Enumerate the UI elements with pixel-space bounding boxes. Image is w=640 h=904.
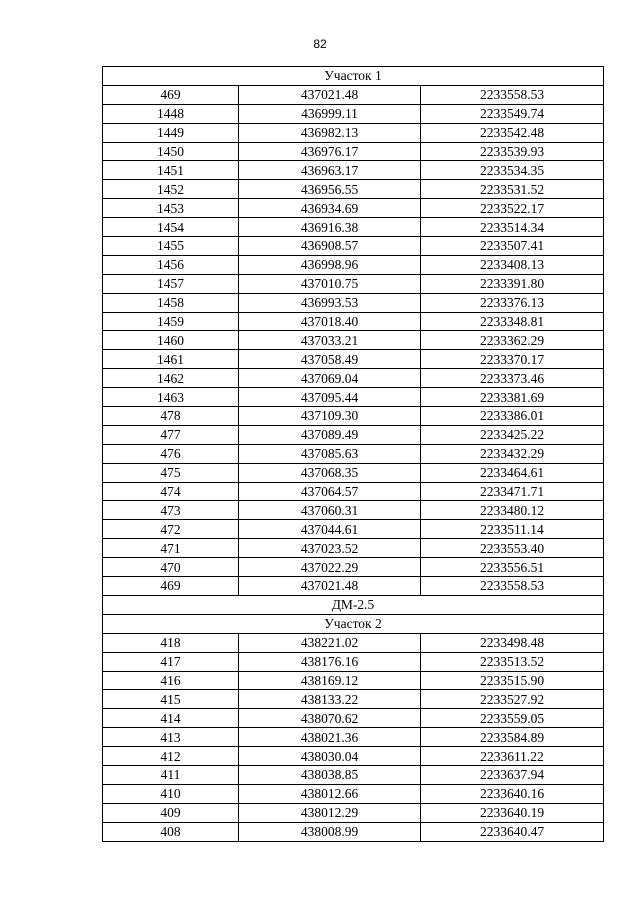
point-number-cell: 1463 — [103, 388, 239, 407]
coordinates-table-body — [103, 67, 604, 842]
table-row — [103, 104, 604, 123]
point-number-cell: 473 — [103, 501, 239, 520]
y-coordinate-cell: 2233558.53 — [421, 577, 604, 596]
point-number-cell: 1456 — [103, 255, 239, 274]
x-coordinate-cell: 438012.66 — [239, 784, 421, 803]
y-coordinate-cell: 2233549.74 — [421, 104, 604, 123]
section-title: Участок 2 — [103, 614, 604, 633]
x-coordinate-cell: 437068.35 — [239, 463, 421, 482]
point-number-cell: 476 — [103, 444, 239, 463]
y-coordinate-cell: 2233370.17 — [421, 350, 604, 369]
x-coordinate-cell: 436934.69 — [239, 199, 421, 218]
table-row — [103, 218, 604, 237]
section-title: Участок 1 — [103, 67, 604, 86]
x-coordinate-cell: 437022.29 — [239, 558, 421, 577]
y-coordinate-cell: 2233376.13 — [421, 293, 604, 312]
table-row — [103, 237, 604, 256]
table-row — [103, 520, 604, 539]
x-coordinate-cell: 436956.55 — [239, 180, 421, 199]
y-coordinate-cell: 2233425.22 — [421, 425, 604, 444]
y-coordinate-cell: 2233432.29 — [421, 444, 604, 463]
y-coordinate-cell: 2233553.40 — [421, 539, 604, 558]
y-coordinate-cell: 2233408.13 — [421, 255, 604, 274]
table-row — [103, 123, 604, 142]
section-title: ДМ-2.5 — [103, 595, 604, 614]
x-coordinate-cell: 437109.30 — [239, 407, 421, 426]
point-number-cell: 413 — [103, 728, 239, 747]
x-coordinate-cell: 437021.48 — [239, 85, 421, 104]
point-number-cell: 1462 — [103, 369, 239, 388]
point-number-cell: 471 — [103, 539, 239, 558]
x-coordinate-cell: 436963.17 — [239, 161, 421, 180]
table-row — [103, 747, 604, 766]
x-coordinate-cell: 436916.38 — [239, 218, 421, 237]
table-row — [103, 652, 604, 671]
point-number-cell: 409 — [103, 803, 239, 822]
y-coordinate-cell: 2233522.17 — [421, 199, 604, 218]
point-number-cell: 477 — [103, 425, 239, 444]
x-coordinate-cell: 437058.49 — [239, 350, 421, 369]
y-coordinate-cell: 2233373.46 — [421, 369, 604, 388]
x-coordinate-cell: 437010.75 — [239, 274, 421, 293]
y-coordinate-cell: 2233531.52 — [421, 180, 604, 199]
x-coordinate-cell: 438221.02 — [239, 633, 421, 652]
x-coordinate-cell: 437018.40 — [239, 312, 421, 331]
y-coordinate-cell: 2233640.19 — [421, 803, 604, 822]
table-row — [103, 633, 604, 652]
point-number-cell: 1454 — [103, 218, 239, 237]
x-coordinate-cell: 437095.44 — [239, 388, 421, 407]
table-row — [103, 369, 604, 388]
x-coordinate-cell: 437060.31 — [239, 501, 421, 520]
x-coordinate-cell: 436993.53 — [239, 293, 421, 312]
table-row — [103, 274, 604, 293]
x-coordinate-cell: 437089.49 — [239, 425, 421, 444]
table-row — [103, 709, 604, 728]
x-coordinate-cell: 437064.57 — [239, 482, 421, 501]
point-number-cell: 1455 — [103, 237, 239, 256]
table-row — [103, 312, 604, 331]
table-row — [103, 501, 604, 520]
y-coordinate-cell: 2233558.53 — [421, 85, 604, 104]
x-coordinate-cell: 438169.12 — [239, 671, 421, 690]
x-coordinate-cell: 437085.63 — [239, 444, 421, 463]
table-row — [103, 558, 604, 577]
table-row — [103, 463, 604, 482]
table-row — [103, 444, 604, 463]
table-row — [103, 255, 604, 274]
x-coordinate-cell: 438176.16 — [239, 652, 421, 671]
point-number-cell: 418 — [103, 633, 239, 652]
y-coordinate-cell: 2233391.80 — [421, 274, 604, 293]
table-row — [103, 482, 604, 501]
point-number-cell: 1461 — [103, 350, 239, 369]
x-coordinate-cell: 437021.48 — [239, 577, 421, 596]
point-number-cell: 469 — [103, 85, 239, 104]
x-coordinate-cell: 438070.62 — [239, 709, 421, 728]
table-row — [103, 331, 604, 350]
x-coordinate-cell: 438012.29 — [239, 803, 421, 822]
point-number-cell: 1449 — [103, 123, 239, 142]
point-number-cell: 1459 — [103, 312, 239, 331]
x-coordinate-cell: 437023.52 — [239, 539, 421, 558]
x-coordinate-cell: 436976.17 — [239, 142, 421, 161]
table-row — [103, 350, 604, 369]
y-coordinate-cell: 2233348.81 — [421, 312, 604, 331]
point-number-cell: 1450 — [103, 142, 239, 161]
point-number-cell: 1451 — [103, 161, 239, 180]
x-coordinate-cell: 436908.57 — [239, 237, 421, 256]
y-coordinate-cell: 2233498.48 — [421, 633, 604, 652]
y-coordinate-cell: 2233381.69 — [421, 388, 604, 407]
y-coordinate-cell: 2233513.52 — [421, 652, 604, 671]
table-row — [103, 539, 604, 558]
y-coordinate-cell: 2233556.51 — [421, 558, 604, 577]
table-row — [103, 425, 604, 444]
table-row — [103, 199, 604, 218]
y-coordinate-cell: 2233637.94 — [421, 765, 604, 784]
x-coordinate-cell: 436982.13 — [239, 123, 421, 142]
y-coordinate-cell: 2233534.35 — [421, 161, 604, 180]
table-row — [103, 822, 604, 841]
y-coordinate-cell: 2233471.71 — [421, 482, 604, 501]
y-coordinate-cell: 2233480.12 — [421, 501, 604, 520]
y-coordinate-cell: 2233515.90 — [421, 671, 604, 690]
point-number-cell: 1453 — [103, 199, 239, 218]
table-row — [103, 577, 604, 596]
y-coordinate-cell: 2233527.92 — [421, 690, 604, 709]
coordinates-table — [102, 66, 604, 842]
point-number-cell: 1452 — [103, 180, 239, 199]
point-number-cell: 1460 — [103, 331, 239, 350]
point-number-cell: 416 — [103, 671, 239, 690]
point-number-cell: 475 — [103, 463, 239, 482]
table-row — [103, 85, 604, 104]
point-number-cell: 1448 — [103, 104, 239, 123]
table-row — [103, 765, 604, 784]
y-coordinate-cell: 2233640.47 — [421, 822, 604, 841]
table-row — [103, 690, 604, 709]
y-coordinate-cell: 2233507.41 — [421, 237, 604, 256]
y-coordinate-cell: 2233640.16 — [421, 784, 604, 803]
point-number-cell: 472 — [103, 520, 239, 539]
x-coordinate-cell: 438133.22 — [239, 690, 421, 709]
y-coordinate-cell: 2233584.89 — [421, 728, 604, 747]
section-header-row — [103, 67, 604, 86]
y-coordinate-cell: 2233511.14 — [421, 520, 604, 539]
y-coordinate-cell: 2233539.93 — [421, 142, 604, 161]
table-row — [103, 803, 604, 822]
point-number-cell: 1458 — [103, 293, 239, 312]
point-number-cell: 470 — [103, 558, 239, 577]
x-coordinate-cell: 436999.11 — [239, 104, 421, 123]
x-coordinate-cell: 437069.04 — [239, 369, 421, 388]
section-header-row — [103, 614, 604, 633]
table-row — [103, 671, 604, 690]
table-row — [103, 180, 604, 199]
point-number-cell: 411 — [103, 765, 239, 784]
point-number-cell: 415 — [103, 690, 239, 709]
x-coordinate-cell: 437033.21 — [239, 331, 421, 350]
point-number-cell: 417 — [103, 652, 239, 671]
x-coordinate-cell: 437044.61 — [239, 520, 421, 539]
y-coordinate-cell: 2233362.29 — [421, 331, 604, 350]
point-number-cell: 478 — [103, 407, 239, 426]
y-coordinate-cell: 2233386.01 — [421, 407, 604, 426]
y-coordinate-cell: 2233542.48 — [421, 123, 604, 142]
point-number-cell: 408 — [103, 822, 239, 841]
table-row — [103, 407, 604, 426]
table-row — [103, 293, 604, 312]
table-row — [103, 388, 604, 407]
table-row — [103, 784, 604, 803]
y-coordinate-cell: 2233611.22 — [421, 747, 604, 766]
y-coordinate-cell: 2233514.34 — [421, 218, 604, 237]
table-row — [103, 142, 604, 161]
y-coordinate-cell: 2233464.61 — [421, 463, 604, 482]
point-number-cell: 1457 — [103, 274, 239, 293]
x-coordinate-cell: 438038.85 — [239, 765, 421, 784]
x-coordinate-cell: 438030.04 — [239, 747, 421, 766]
point-number-cell: 410 — [103, 784, 239, 803]
point-number-cell: 414 — [103, 709, 239, 728]
x-coordinate-cell: 438008.99 — [239, 822, 421, 841]
point-number-cell: 412 — [103, 747, 239, 766]
x-coordinate-cell: 438021.36 — [239, 728, 421, 747]
point-number-cell: 469 — [103, 577, 239, 596]
y-coordinate-cell: 2233559.05 — [421, 709, 604, 728]
page-number: 82 — [313, 37, 327, 51]
table-row — [103, 728, 604, 747]
x-coordinate-cell: 436998.96 — [239, 255, 421, 274]
section-header-row — [103, 595, 604, 614]
table-row — [103, 161, 604, 180]
point-number-cell: 474 — [103, 482, 239, 501]
